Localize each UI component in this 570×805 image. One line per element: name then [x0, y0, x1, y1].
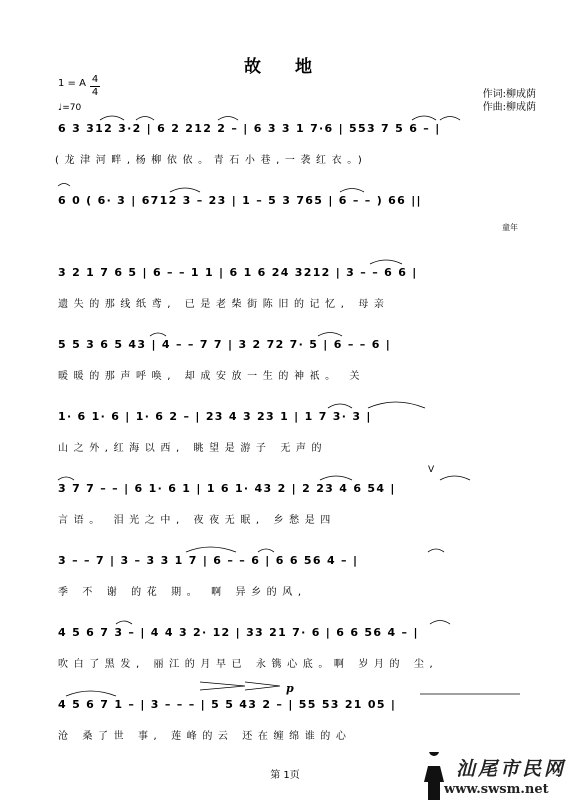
crescendo-hairpin [200, 682, 245, 690]
slur [440, 476, 470, 480]
slur [428, 549, 444, 552]
slur [66, 691, 116, 696]
system-notes: 6 0 ( 6· 3 | 6712 3 – 23 | 1 – 5 3 765 | 6 – – ) 66 || [58, 194, 422, 207]
slur [320, 476, 352, 480]
page-number: 第 1页 [270, 770, 300, 781]
slur [58, 477, 74, 480]
slur [412, 116, 436, 120]
watermark-text: 汕尾市民网 [456, 758, 567, 780]
slur [170, 188, 200, 192]
slur [218, 117, 238, 121]
system-notes: 1· 6 1· 6 | 1· 6 2 – | 23 4 3 23 1 | 1 7 3· 3 | [58, 410, 372, 423]
pickup-lyrics: 童年 [502, 223, 518, 232]
system-notes: 3 – – 7 | 3 – 3 3 1 7 | 6 – – 6 | 6 6 56 4 – | [58, 554, 359, 567]
system-lyrics: 沧 桑了世 事, 莲峰的云 还在缠绵谁的心 [58, 731, 352, 742]
slur [100, 116, 124, 120]
system-lyrics: 暖暖的那声呼唤, 却成安放一生的神祇。 关 [58, 371, 366, 382]
crescendo-hairpin [245, 682, 280, 690]
system-lyrics: 吹白了黑发, 丽江的月早已 永镌心底。啊 岁月的 尘, [58, 659, 439, 670]
breath-mark: V [428, 465, 435, 475]
slur [258, 549, 274, 552]
dynamic-mark: p [286, 682, 294, 695]
song-title: 故 地 [244, 57, 326, 77]
slur [58, 184, 70, 187]
slur [136, 117, 154, 121]
slur [340, 189, 364, 193]
slur [328, 404, 352, 408]
slur [186, 547, 236, 552]
system-lyrics: 遗失的那线纸鸢, 已是老柴街陈旧的记忆, 母亲 [58, 299, 390, 310]
system-notes: 6 3 312 3·2 | 6 2 212 2 – | 6 3 3 1 7·6 | 553 7 5 6 – | [58, 122, 441, 135]
time-signature-bottom: 4 [91, 87, 99, 98]
system-lyrics: (龙津河畔,杨柳依依。青石小巷,一袭红衣。) [55, 155, 368, 166]
system-lyrics: 山之外,红海以西, 眺望是游子 无声的 [58, 443, 328, 454]
slur [368, 402, 425, 408]
time-signature-top: 4 [91, 74, 99, 85]
system-lyrics: 季 不 谢 的花 期。 啊 异乡的风, [58, 587, 307, 598]
system-lyrics: 言语。 泪光之中, 夜夜无眠, 乡愁是四 [58, 515, 336, 526]
lyricist-credit: 作词:柳成荫 [482, 89, 536, 100]
system-notes: 4 5 6 7 3 – | 4 4 3 2· 12 | 33 21 7· 6 | 6 6 56 4 – | [58, 626, 419, 639]
system-notes: 4 5 6 7 1 – | 3 – – – | 5 5 43 2 – | 55 53 21 05 | [58, 698, 397, 711]
slur [370, 260, 402, 264]
slur [318, 333, 342, 337]
tempo-mark: ♩=70 [58, 103, 82, 113]
composer-credit: 作曲:柳成荫 [482, 102, 536, 113]
system-notes: 5 5 3 6 5 43 | 4 – – 7 7 | 3 2 72 7· 5 | 6 – – 6 | [58, 338, 392, 351]
slur [116, 621, 132, 624]
system-notes: 3 2 1 7 6 5 | 6 – – 1 1 | 6 1 6 24 3212 | 3 – – 6 6 | [58, 266, 418, 279]
system-notes: 3 7 7 – – | 6 1· 6 1 | 1 6 1· 43 2 | 2 23 4 6 54 | [58, 482, 396, 495]
watermark-url: www.swsm.net [444, 782, 549, 797]
slur [150, 333, 166, 336]
slur [440, 117, 460, 121]
site-watermark [414, 752, 567, 802]
slur [430, 621, 450, 625]
key-signature: 1 = A [58, 78, 86, 89]
